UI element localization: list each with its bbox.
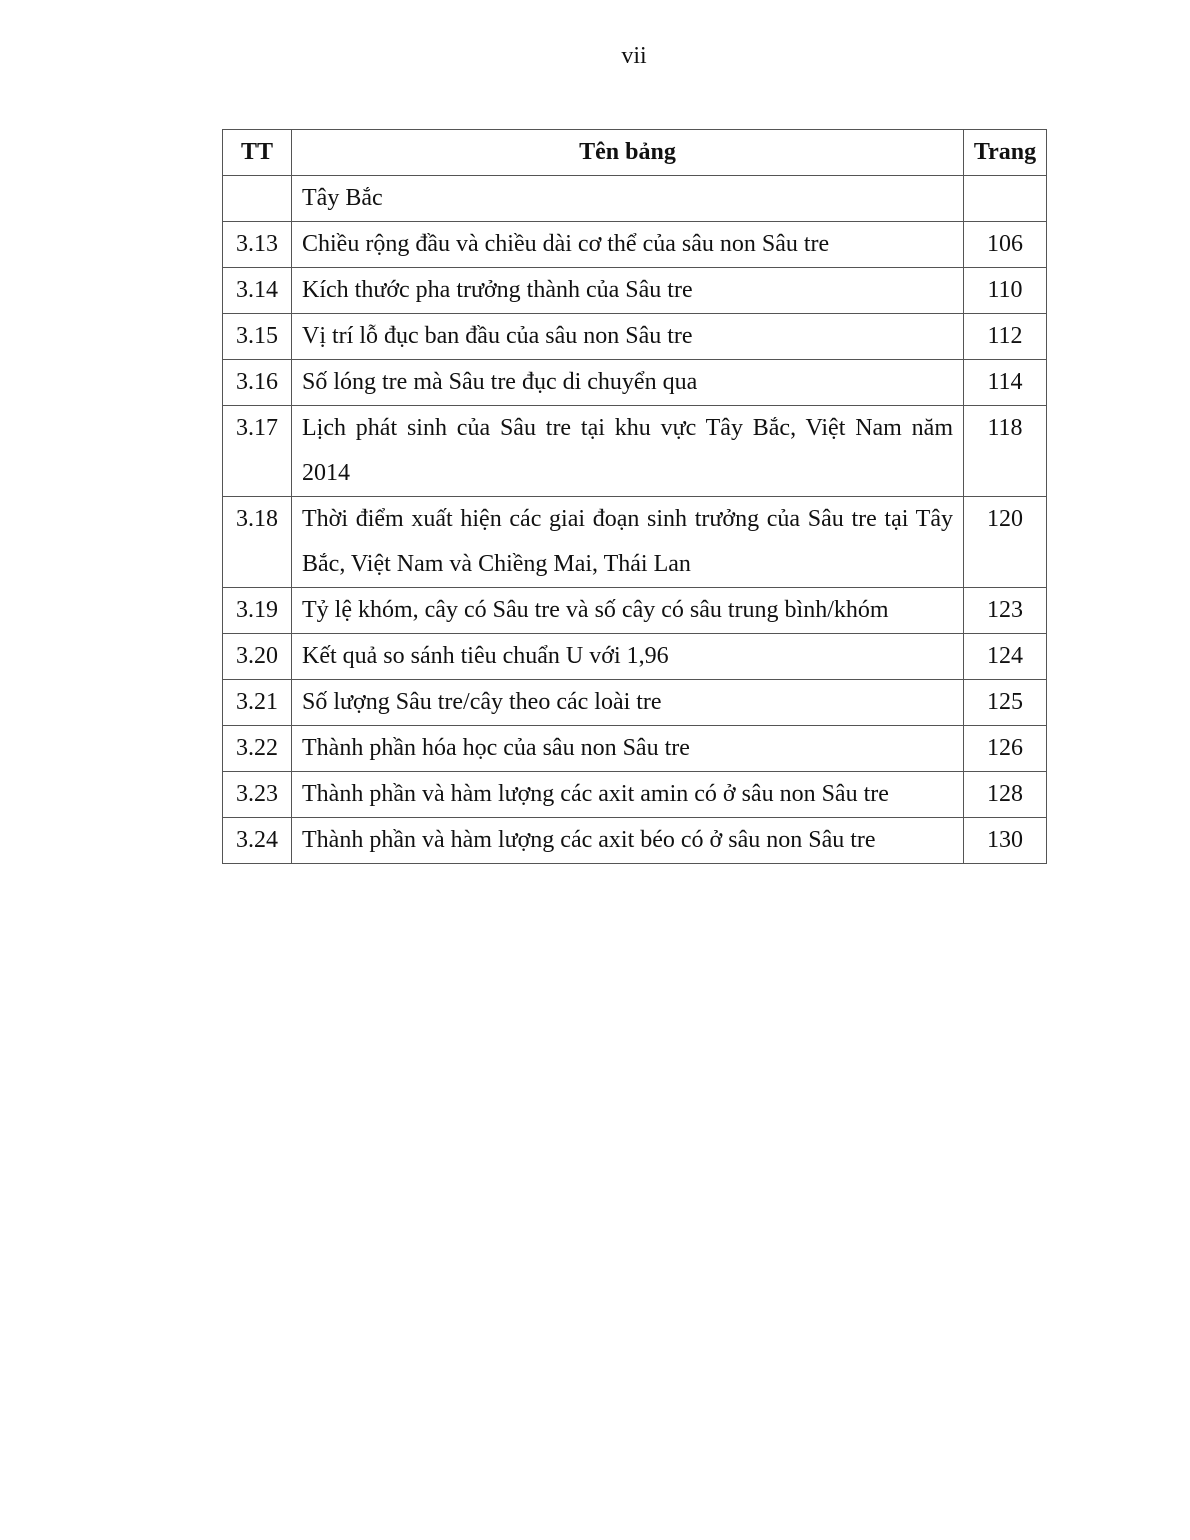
table-row [223, 222, 1047, 268]
table-title: Lịch phát sinh của Sâu tre tại khu vực Tây Bắc, Việt Nam năm 2014 [292, 406, 964, 497]
page-ref: 125 [964, 680, 1047, 726]
table-row [223, 726, 1047, 772]
row-number: 3.22 [223, 726, 292, 772]
page-ref: 118 [964, 406, 1047, 497]
row-number: 3.19 [223, 588, 292, 634]
row-number: 3.18 [223, 497, 292, 588]
table-title: Thành phần và hàm lượng các axit béo có ở sâu non Sâu tre [292, 818, 964, 864]
row-number: 3.15 [223, 314, 292, 360]
table-title: Chiều rộng đầu và chiều dài cơ thể của sâu non Sâu tre [292, 222, 964, 268]
table-row [223, 772, 1047, 818]
table-row [223, 588, 1047, 634]
page-ref: 123 [964, 588, 1047, 634]
page-ref: 112 [964, 314, 1047, 360]
row-number [223, 176, 292, 222]
row-number: 3.16 [223, 360, 292, 406]
row-number: 3.21 [223, 680, 292, 726]
table-title: Số lóng tre mà Sâu tre đục di chuyển qua [292, 360, 964, 406]
row-number: 3.20 [223, 634, 292, 680]
table-title: Tỷ lệ khóm, cây có Sâu tre và số cây có sâu trung bình/khóm [292, 588, 964, 634]
page-ref [964, 176, 1047, 222]
table-title: Thời điểm xuất hiện các giai đoạn sinh trưởng của Sâu tre tại Tây Bắc, Việt Nam và Chiềng Mai, Thái Lan [292, 497, 964, 588]
table-title: Thành phần hóa học của sâu non Sâu tre [292, 726, 964, 772]
row-number: 3.17 [223, 406, 292, 497]
table-title: Số lượng Sâu tre/cây theo các loài tre [292, 680, 964, 726]
page-ref: 114 [964, 360, 1047, 406]
list-of-tables [222, 129, 1047, 864]
page-ref: 110 [964, 268, 1047, 314]
table-row [223, 680, 1047, 726]
table-title: Tây Bắc [292, 176, 964, 222]
table-header-row [223, 130, 1047, 176]
table-row [223, 360, 1047, 406]
row-number: 3.14 [223, 268, 292, 314]
table-row [223, 818, 1047, 864]
row-number: 3.24 [223, 818, 292, 864]
row-number: 3.23 [223, 772, 292, 818]
table-title: Vị trí lỗ đục ban đầu của sâu non Sâu tre [292, 314, 964, 360]
page-ref: 126 [964, 726, 1047, 772]
row-number: 3.13 [223, 222, 292, 268]
table-row [223, 314, 1047, 360]
table-row [223, 176, 1047, 222]
header-table-name: Tên bảng [292, 130, 964, 176]
header-tt: TT [223, 130, 292, 176]
table-row [223, 634, 1047, 680]
table-title: Thành phần và hàm lượng các axit amin có ở sâu non Sâu tre [292, 772, 964, 818]
header-page: Trang [964, 130, 1047, 176]
table-title: Kích thước pha trưởng thành của Sâu tre [292, 268, 964, 314]
table-row [223, 497, 1047, 588]
page-ref: 130 [964, 818, 1047, 864]
page-ref: 120 [964, 497, 1047, 588]
page-ref: 128 [964, 772, 1047, 818]
table-title: Kết quả so sánh tiêu chuẩn U với 1,96 [292, 634, 964, 680]
page-number: vii [621, 43, 647, 69]
table-row [223, 268, 1047, 314]
table-row [223, 406, 1047, 497]
page-ref: 106 [964, 222, 1047, 268]
page-ref: 124 [964, 634, 1047, 680]
